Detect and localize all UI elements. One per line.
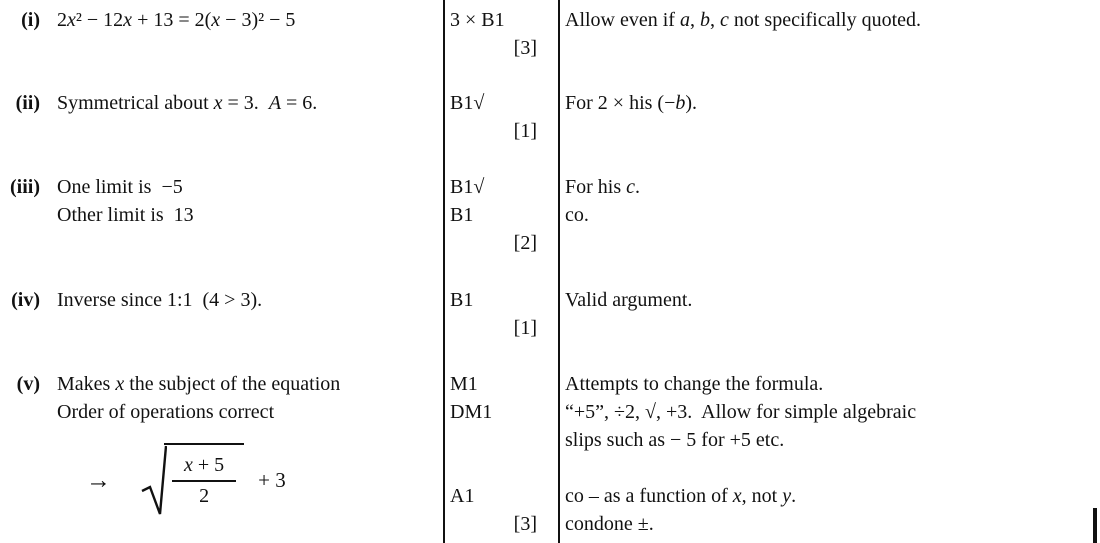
mark-code: B1√ xyxy=(450,92,485,114)
part-label-ii: (ii) xyxy=(15,92,40,114)
guidance-line: co. xyxy=(565,204,589,226)
mark-total: [1] xyxy=(513,317,537,339)
text-cursor-mark xyxy=(1093,508,1097,543)
column-rule-left xyxy=(443,0,445,543)
answer-line: One limit is −5 xyxy=(57,176,183,198)
mark-code: DM1 xyxy=(450,401,493,423)
guidance-line: For his c. xyxy=(565,176,641,198)
answer-line: Symmetrical about x = 3. A = 6. xyxy=(57,92,318,114)
mark-total: [3] xyxy=(513,513,537,535)
guidance-line: Valid argument. xyxy=(565,289,693,311)
mark-total: [2] xyxy=(513,232,537,254)
mark-code: B1 xyxy=(450,204,474,226)
formula-suffix: + 3 xyxy=(258,468,286,492)
inverse-function-formula xyxy=(86,443,286,518)
fraction-numerator: x + 5 xyxy=(172,453,236,482)
answer-line: 2x² − 12x + 13 = 2(x − 3)² − 5 xyxy=(57,9,296,31)
mark-code: M1 xyxy=(450,373,478,395)
mark-code: B1 xyxy=(450,289,474,311)
part-label-iii: (iii) xyxy=(10,176,40,198)
guidance-line: Attempts to change the formula. xyxy=(565,373,824,395)
fraction xyxy=(172,453,236,508)
mark-code: A1 xyxy=(450,485,475,507)
guidance-line: “+5”, ÷2, √, +3. Allow for simple algebraic xyxy=(565,401,917,423)
answer-line: Other limit is 13 xyxy=(57,204,194,226)
answer-line: Order of operations correct xyxy=(57,401,275,423)
answer-line: Inverse since 1:1 (4 > 3). xyxy=(57,289,263,311)
guidance-line: slips such as − 5 for +5 etc. xyxy=(565,429,785,451)
mark-code: 3 × B1 xyxy=(450,9,505,31)
fraction-denominator: 2 xyxy=(199,485,210,507)
mark-total: [1] xyxy=(513,120,537,142)
mark-total: [3] xyxy=(513,37,537,59)
guidance-line: condone ±. xyxy=(565,513,654,535)
answer-line: Makes x the subject of the equation xyxy=(57,373,341,395)
radicand xyxy=(164,443,244,508)
column-rule-right xyxy=(558,0,560,543)
part-label-iv: (iv) xyxy=(11,289,40,311)
guidance-line: For 2 × his (−b). xyxy=(565,92,698,114)
mark-code: B1√ xyxy=(450,176,485,198)
square-root-expression xyxy=(141,443,244,518)
part-label-i: (i) xyxy=(21,9,40,31)
part-label-v: (v) xyxy=(16,373,40,395)
guidance-line: Allow even if a, b, c not specifically quoted. xyxy=(565,9,922,31)
arrow-icon: → xyxy=(86,466,111,494)
guidance-line: co – as a function of x, not y. xyxy=(565,485,797,507)
